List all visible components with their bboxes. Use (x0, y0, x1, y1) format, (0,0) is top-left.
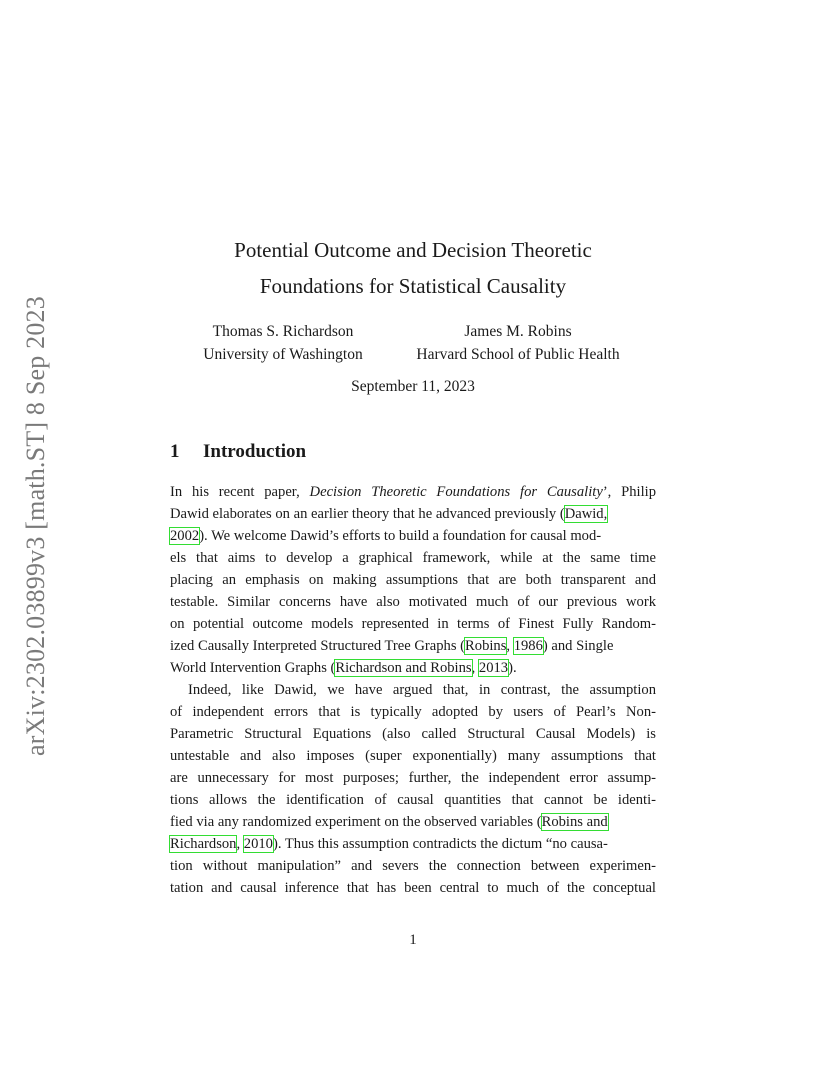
text-span: ). (508, 660, 517, 676)
citation-link-robins[interactable]: Robins (465, 638, 507, 654)
author-name: James M. Robins (464, 323, 572, 340)
text-line: tation and causal inference that has been central to much of the conceptual (170, 880, 656, 896)
citation-link-richardson-robins[interactable]: Richardson and Robins (335, 660, 472, 676)
text-line: Indeed, like Dawid, we have argued that, in contrast, the assumption (188, 682, 656, 698)
citation-link-2013[interactable]: 2013 (478, 660, 509, 676)
citation-link-robins-and[interactable]: Robins and (541, 814, 608, 830)
text-span: , (236, 836, 244, 852)
citation-link-2002[interactable]: 2002 (170, 528, 200, 544)
text-line (170, 811, 656, 833)
text-line: tions allows the identification of causal quantities that cannot be identi- (170, 792, 656, 808)
body-text (170, 481, 656, 899)
title-line-2: Foundations for Statistical Causality (259, 274, 567, 298)
text-span: fied via any randomized experiment on the observed variables ( (170, 814, 542, 830)
citation-link-1986[interactable]: 1986 (513, 638, 543, 654)
text-span: ized Causally Interpreted Structured Tree Graphs ( (170, 638, 466, 654)
text-line: els that aims to develop a graphical framework, while at the same time (170, 550, 656, 566)
text-line: of independent errors that is typically adopted by users of Pearl’s Non- (170, 704, 656, 720)
citation-link-2010[interactable]: 2010 (243, 836, 273, 852)
page-number: 1 (409, 932, 417, 948)
text-line: untestable and also imposes (super exponentially) many assumptions that (170, 748, 656, 764)
author-block-2 (392, 320, 644, 366)
author-affiliation: Harvard School of Public Health (416, 346, 620, 363)
text-line (170, 481, 656, 503)
text-line: are unnecessary for most purposes; further, the independent error assump- (170, 770, 656, 786)
cited-paper-title: Decision Theoretic Foundations for Causality (309, 484, 603, 500)
text-line (170, 503, 656, 525)
text-line: on potential outcome models represented in terms of Finest Fully Random- (170, 616, 656, 632)
text-span: , (471, 660, 479, 676)
title-line-1: Potential Outcome and Decision Theoretic (234, 238, 592, 262)
text-line: placing an emphasis on making assumptions that are both transparent and (170, 572, 656, 588)
section-number: 1 (170, 441, 180, 462)
text-span: In his recent paper, (170, 484, 300, 500)
text-line (170, 635, 656, 657)
text-line: Parametric Structural Equations (also called Structural Causal Models) is (170, 726, 656, 742)
text-span: ). We welcome Dawid’s efforts to build a foundation for causal mod- (199, 528, 602, 544)
text-span: ). Thus this assumption contradicts the dictum “no causa- (272, 836, 608, 852)
citation-link-dawid[interactable]: Dawid, (564, 506, 608, 522)
text-span: World Intervention Graphs ( (170, 660, 336, 676)
text-line: tion without manipulation” and severs the connection between experimen- (170, 858, 656, 874)
text-line (170, 833, 656, 855)
text-span: , (506, 638, 514, 654)
text-line: testable. Similar concerns have also motivated much of our previous work (170, 594, 656, 610)
text-span: ) and Single (542, 638, 614, 654)
text-line (170, 525, 656, 547)
author-block-1 (170, 320, 396, 366)
arxiv-identifier: arXiv:2302.03899v3 [math.ST] 8 Sep 2023 (21, 296, 50, 756)
text-line (170, 657, 656, 679)
citation-link-richardson[interactable]: Richardson (170, 836, 237, 852)
text-span: ’, Philip (602, 484, 656, 500)
section-title: Introduction (203, 441, 307, 462)
paper-date: September 11, 2023 (351, 378, 475, 395)
section-heading (170, 441, 306, 463)
text-span: Dawid elaborates on an earlier theory that he advanced previously ( (170, 506, 565, 522)
author-affiliation: University of Washington (203, 346, 363, 363)
author-name: Thomas S. Richardson (212, 323, 354, 340)
paper-title (170, 232, 656, 304)
